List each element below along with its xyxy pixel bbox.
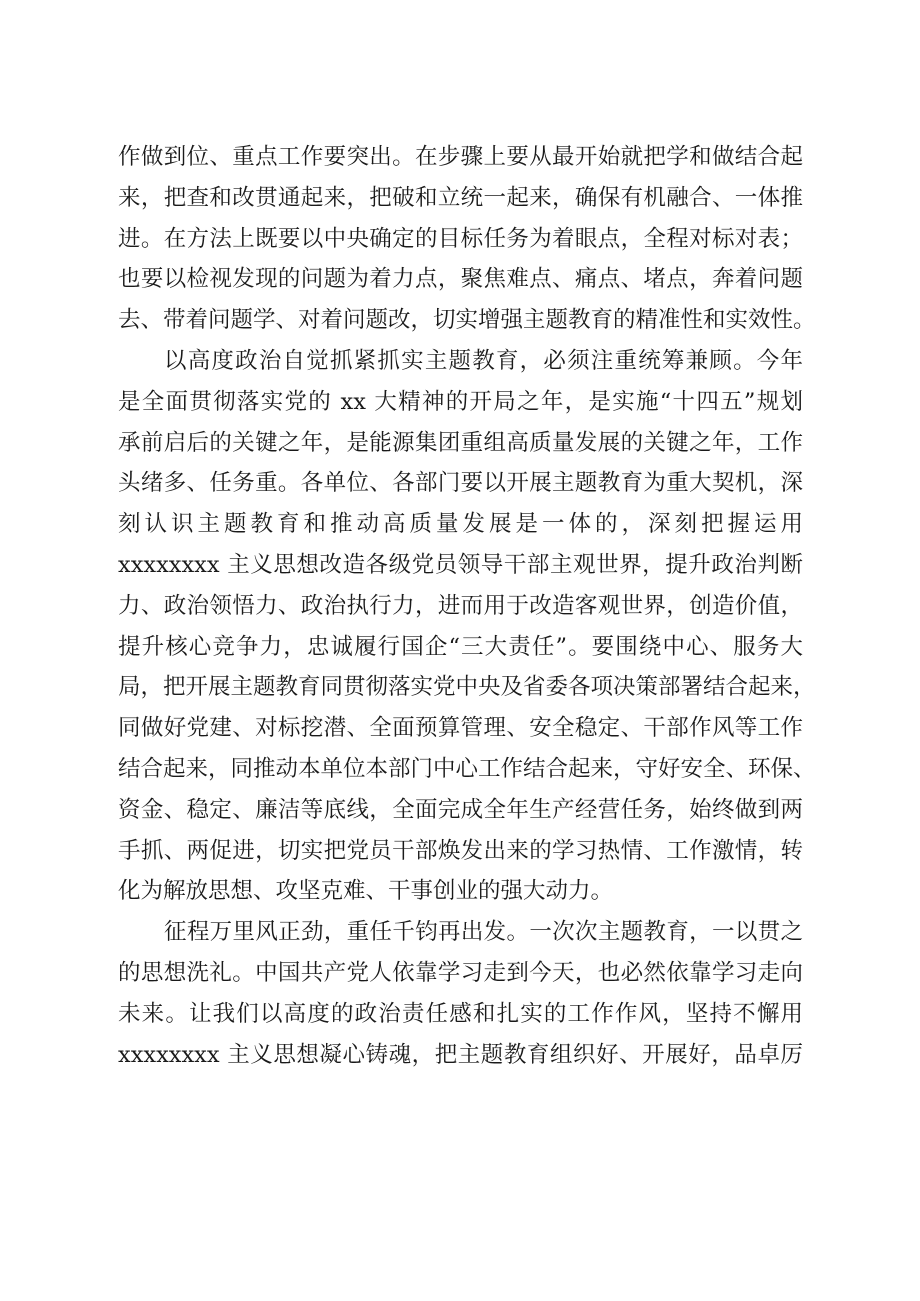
text-line: 头绪多、任务重。各单位、各部门要以开展主题教育为重大契机，深 [118,470,803,497]
text-line: xxxxxxxx 主义思想改造各级党员领导干部主观世界，提升政治判断 [118,551,803,578]
text-line: 局，把开展主题教育同贯彻落实党中央及省委各项决策部署结合起来， [118,674,816,701]
text-line: 去、带着问题学、对着问题改，切实增强主题教育的精准性和实效性。 [118,307,816,334]
text-line: 同做好党建、对标挖潜、全面预算管理、安全稳定、干部作风等工作 [118,715,803,742]
text-line: 的思想洗礼。中国共产党人依靠学习走到今天，也必然依靠学习走向 [118,959,803,986]
text-line: 资金、稳定、廉洁等底线，全面完成全年生产经营任务，始终做到两 [118,796,803,823]
text-line: 是全面贯彻落实党的 xx 大精神的开局之年，是实施“十四五”规划 [118,388,803,415]
text-line: 未来。让我们以高度的政治责任感和扎实的工作作风，坚持不懈用 [118,1000,803,1027]
text-line: 手抓、两促进，切实把党员干部焕发出来的学习热情、工作激情，转 [118,837,803,864]
text-line: 刻认识主题教育和推动高质量发展是一体的，深刻把握运用 [118,511,803,538]
text-line: 力、政治领悟力、政治执行力，进而用于改造客观世界，创造价值， [118,592,803,619]
text-line: 进。在方法上既要以中央确定的目标任务为着眼点，全程对标对表； [118,225,803,252]
text-line: 作做到位、重点工作要突出。在步骤上要从最开始就把学和做结合起 [118,144,803,170]
text-line: 也要以检视发现的问题为着力点，聚焦难点、痛点、堵点，奔着问题 [118,266,803,293]
text-line: 承前启后的关键之年，是能源集团重组高质量发展的关键之年，工作 [118,429,803,456]
text-line: 结合起来，同推动本单位本部门中心工作结合起来，守好安全、环保、 [118,755,816,782]
text-line: xxxxxxxx 主义思想凝心铸魂，把主题教育组织好、开展好，品卓厉 [118,1041,803,1068]
text-line: 提升核心竞争力，忠诚履行国企“三大责任”。要围绕中心、服务大 [118,633,803,660]
text-line: 征程万里风正劲，重任千钧再出发。一次次主题教育，一以贯之 [164,919,803,946]
text-line: 化为解放思想、攻坚克难、干事创业的强大动力。 [118,878,614,905]
text-line: 来，把查和改贯通起来，把破和立统一起来，确保有机融合、一体推 [118,184,803,211]
text-line: 以高度政治自觉抓紧抓实主题教育，必须注重统筹兼顾。今年 [164,347,803,374]
body-text [118,137,816,1075]
